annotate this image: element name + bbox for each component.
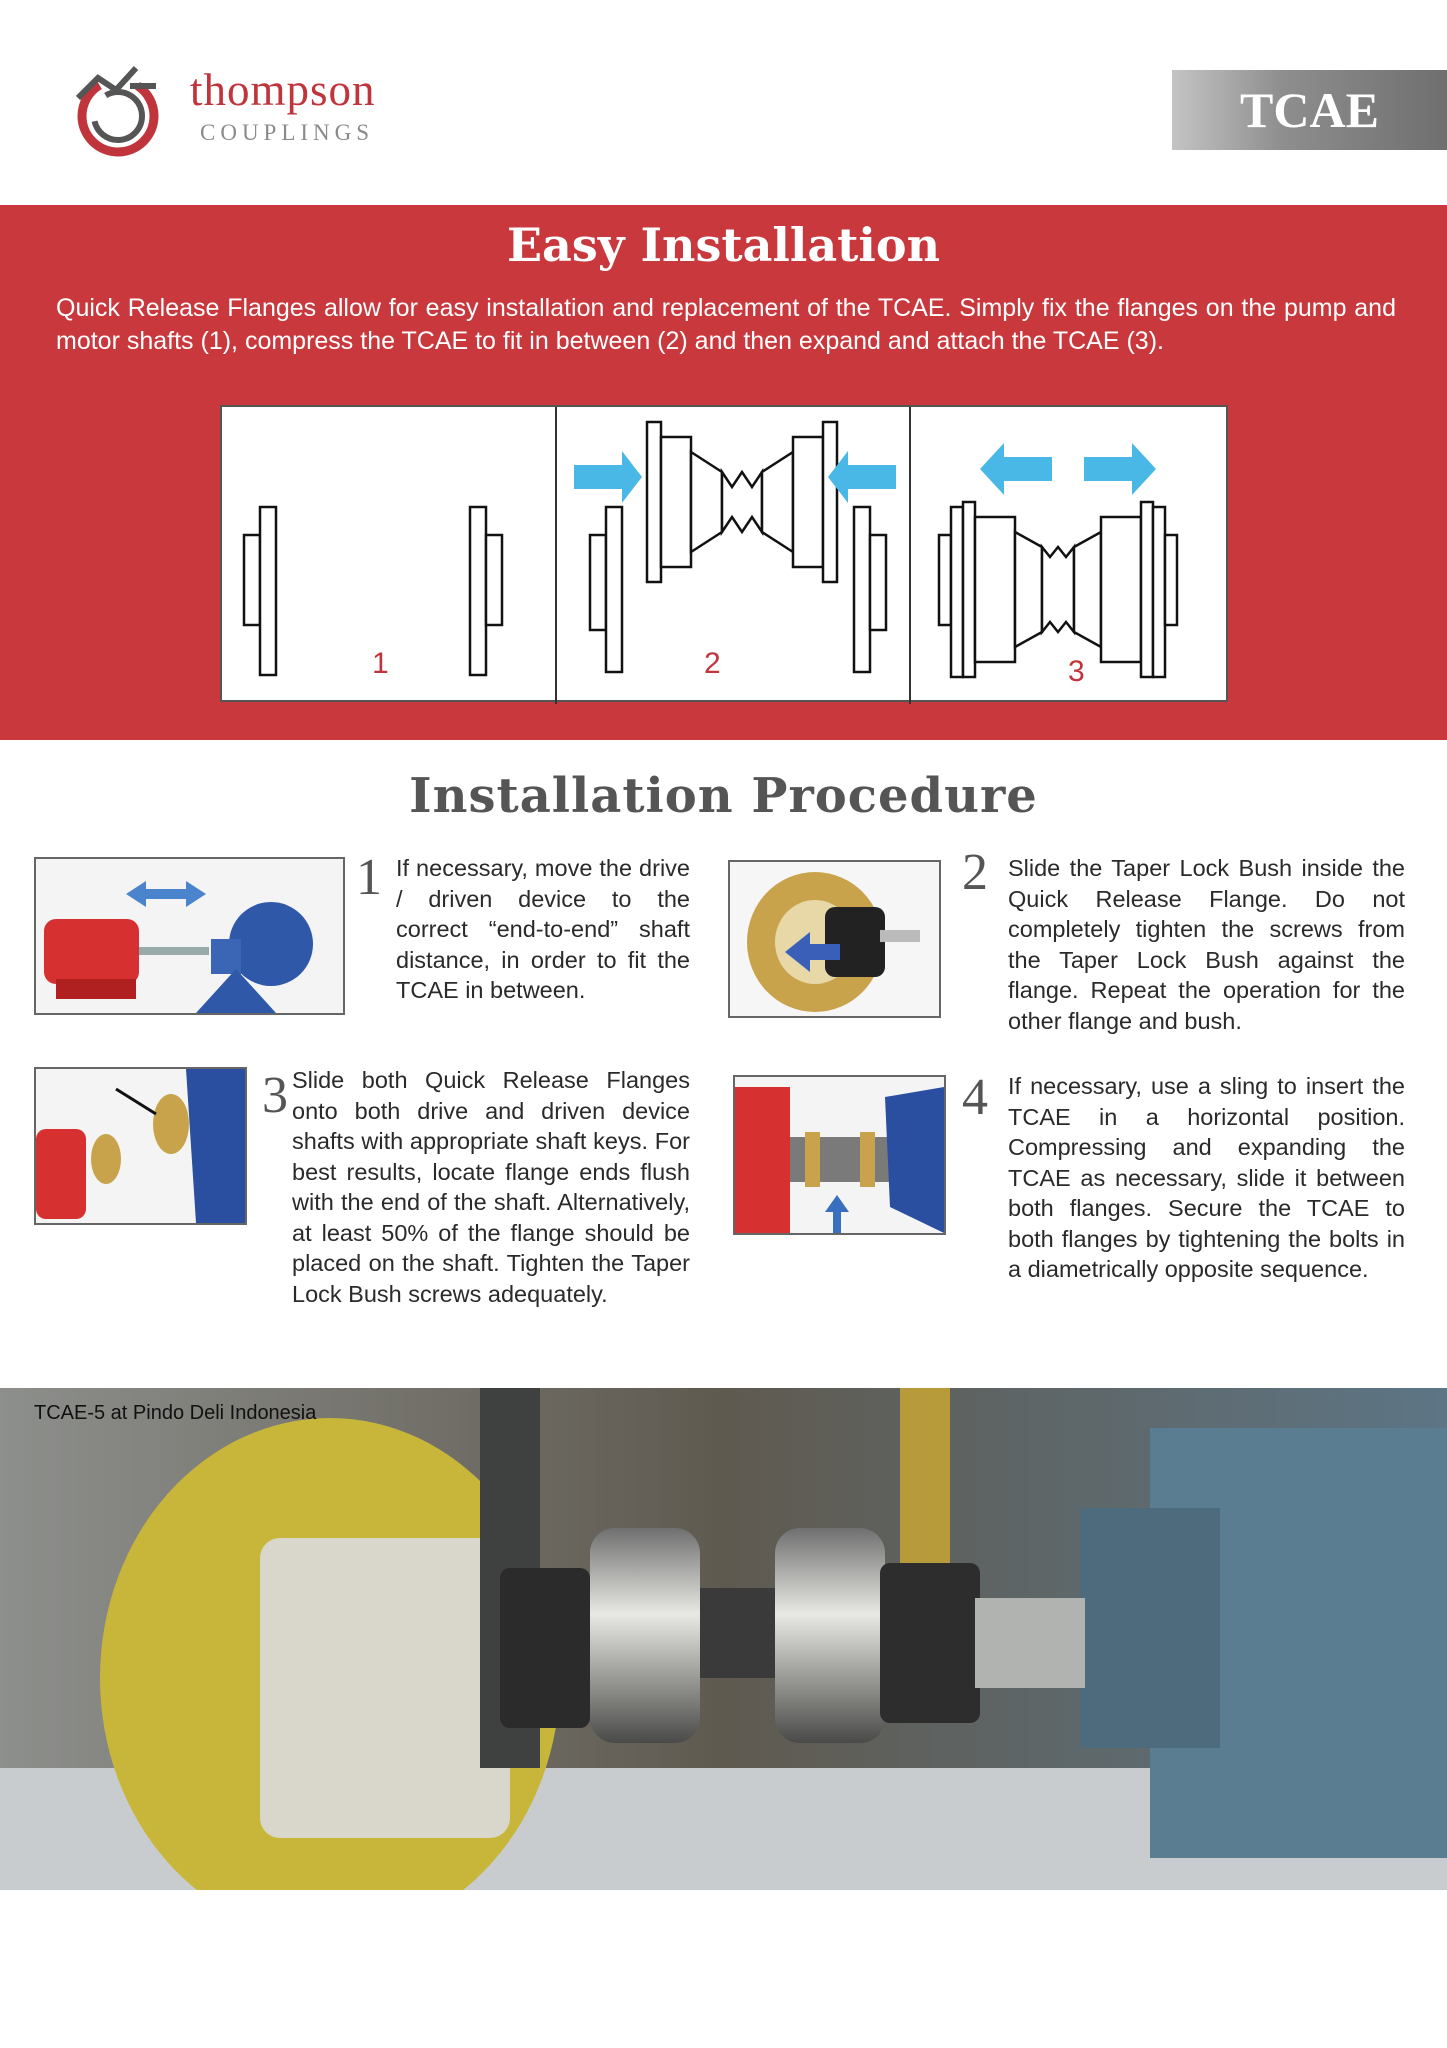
arrow-right-icon: [574, 451, 642, 503]
installation-photo: [0, 1388, 1447, 1890]
step-4-image: [733, 1075, 946, 1235]
step-3-image: [34, 1067, 247, 1225]
diagram-step-label: 1: [372, 647, 389, 680]
easy-installation-description: Quick Release Flanges allow for easy installation and replacement of the TCAE. Simply fix the flanges on the pump and motor shafts (1), compress the TCAE to fit in between (2) and then expand and attach the TCAE (3).: [56, 294, 1396, 355]
brand-name: thompson: [190, 65, 376, 115]
arrow-left-icon: [980, 443, 1052, 495]
step-number: 1: [356, 849, 382, 906]
step-number: 3: [262, 1067, 288, 1124]
step-1-text: If necessary, move the drive / driven device to the correct “end-to-end” shaft distance, in order to fit the TCAE in between.: [396, 855, 690, 1003]
step-number: 2: [962, 844, 988, 901]
step-number: 4: [962, 1069, 988, 1126]
installation-steps-diagram: [220, 405, 1228, 702]
diagram-step-label: 2: [704, 647, 721, 680]
step-2-text: Slide the Taper Lock Bush inside the Quick Release Flange. Do not completely tighten the screws from the Taper Lock Bush against the flange. Repeat the operation for the other flange and bush.: [1008, 855, 1405, 1034]
brand-subtitle: COUPLINGS: [200, 120, 375, 145]
step-2-image: [728, 860, 941, 1018]
diagram-step-label: 3: [1068, 655, 1085, 688]
step-3-text: Slide both Quick Release Flanges onto both drive and driven device shafts with appropriate shaft keys. For best results, locate flange ends flush with the end of the shaft. Alternatively, at least 50% of the flange should be placed on the shaft. Tighten the Taper Lock Bush screws adequately.: [292, 1067, 690, 1307]
photo-caption: TCAE-5 at Pindo Deli Indonesia: [34, 1402, 317, 1424]
step-4-text: If necessary, use a sling to insert the TCAE in a horizontal position. Compressing and expanding the TCAE as necessary, slide it between both flanges. Secure the TCAE to both flanges by tightening the bolts in a diametrically opposite sequence.: [1008, 1073, 1405, 1282]
arrow-right-icon: [1084, 443, 1156, 495]
step-1-image: [34, 857, 345, 1015]
product-tag: TCAE: [1240, 82, 1379, 138]
procedure-title: Installation Procedure: [409, 768, 1038, 824]
easy-installation-title: Easy Installation: [506, 218, 941, 272]
